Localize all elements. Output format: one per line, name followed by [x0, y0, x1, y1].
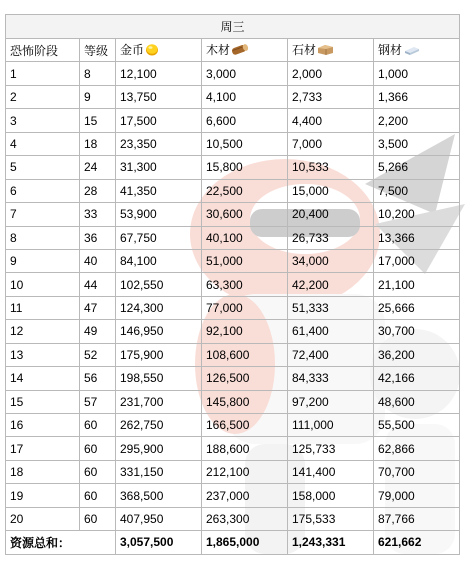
cell-stone: 141,400: [288, 460, 374, 483]
table-row: [6, 132, 460, 155]
cell-wood: 108,600: [202, 343, 288, 366]
table-row: [6, 484, 460, 507]
table-row: [6, 109, 460, 132]
cell-iron: 25,666: [374, 296, 460, 319]
cell-gold: 124,300: [116, 296, 202, 319]
cell-iron: 79,000: [374, 484, 460, 507]
table-row: [6, 62, 460, 85]
table-title: 周三: [6, 15, 460, 39]
cell-gold: 331,150: [116, 460, 202, 483]
cell-level: 28: [80, 179, 116, 202]
cell-stage: 7: [6, 203, 80, 226]
cell-gold: 84,100: [116, 249, 202, 272]
cell-stone: 2,733: [288, 85, 374, 108]
cell-stone: 125,733: [288, 437, 374, 460]
cell-level: 9: [80, 85, 116, 108]
cell-stage: 17: [6, 437, 80, 460]
cell-stone: 97,200: [288, 390, 374, 413]
cell-level: 52: [80, 343, 116, 366]
stone-block-icon: [317, 43, 335, 59]
table-row: [6, 390, 460, 413]
total-stone: 1,243,331: [288, 531, 374, 554]
cell-stone: 20,400: [288, 203, 374, 226]
cell-wood: 63,300: [202, 273, 288, 296]
table-row: [6, 203, 460, 226]
total-iron: 621,662: [374, 531, 460, 554]
cell-level: 47: [80, 296, 116, 319]
cell-stone: 61,400: [288, 320, 374, 343]
cell-iron: 42,166: [374, 367, 460, 390]
cell-stone: 7,000: [288, 132, 374, 155]
wood-log-icon: [231, 43, 249, 59]
cell-level: 44: [80, 273, 116, 296]
cell-wood: 188,600: [202, 437, 288, 460]
table-row: [6, 179, 460, 202]
cell-level: 57: [80, 390, 116, 413]
cell-gold: 17,500: [116, 109, 202, 132]
steel-bar-icon: [403, 43, 421, 59]
table-body: [6, 62, 460, 531]
cell-level: 15: [80, 109, 116, 132]
cell-iron: 21,100: [374, 273, 460, 296]
cell-stone: 42,200: [288, 273, 374, 296]
cell-iron: 13,366: [374, 226, 460, 249]
table-row: [6, 226, 460, 249]
header-gold: 金币: [116, 39, 202, 62]
table-row: [6, 85, 460, 108]
header-stone: 石材: [288, 39, 374, 62]
table-row: [6, 343, 460, 366]
cell-level: 8: [80, 62, 116, 85]
cell-wood: 212,100: [202, 460, 288, 483]
cell-wood: 22,500: [202, 179, 288, 202]
cell-iron: 5,266: [374, 156, 460, 179]
cell-stone: 51,333: [288, 296, 374, 319]
cell-stage: 15: [6, 390, 80, 413]
cell-level: 60: [80, 484, 116, 507]
cell-gold: 407,950: [116, 507, 202, 530]
cell-gold: 102,550: [116, 273, 202, 296]
cell-gold: 295,900: [116, 437, 202, 460]
header-stage: 恐怖阶段: [6, 39, 80, 62]
resource-table-container: [5, 14, 459, 564]
cell-stage: 19: [6, 484, 80, 507]
cell-level: 56: [80, 367, 116, 390]
table-row: [6, 414, 460, 437]
cell-iron: 48,600: [374, 390, 460, 413]
cell-wood: 166,500: [202, 414, 288, 437]
cell-wood: 237,000: [202, 484, 288, 507]
table-row: [6, 296, 460, 319]
cell-level: 60: [80, 437, 116, 460]
cell-stage: 5: [6, 156, 80, 179]
cell-stage: 8: [6, 226, 80, 249]
cell-stone: 158,000: [288, 484, 374, 507]
cell-gold: 198,550: [116, 367, 202, 390]
cell-stage: 6: [6, 179, 80, 202]
cell-level: 36: [80, 226, 116, 249]
cell-wood: 15,800: [202, 156, 288, 179]
cell-iron: 62,866: [374, 437, 460, 460]
cell-iron: 2,200: [374, 109, 460, 132]
table-row: [6, 156, 460, 179]
cell-level: 49: [80, 320, 116, 343]
cell-stage: 2: [6, 85, 80, 108]
cell-wood: 4,100: [202, 85, 288, 108]
resource-cost-table: [5, 14, 460, 555]
table-total-row: [6, 531, 460, 554]
cell-wood: 51,000: [202, 249, 288, 272]
cell-wood: 40,100: [202, 226, 288, 249]
cell-stage: 11: [6, 296, 80, 319]
cell-stage: 1: [6, 62, 80, 85]
cell-iron: 1,366: [374, 85, 460, 108]
cell-gold: 146,950: [116, 320, 202, 343]
cell-gold: 53,900: [116, 203, 202, 226]
cell-stone: 175,533: [288, 507, 374, 530]
cell-level: 60: [80, 507, 116, 530]
cell-level: 24: [80, 156, 116, 179]
cell-wood: 263,300: [202, 507, 288, 530]
cell-iron: 55,500: [374, 414, 460, 437]
cell-wood: 6,600: [202, 109, 288, 132]
cell-iron: 7,500: [374, 179, 460, 202]
cell-stone: 111,000: [288, 414, 374, 437]
cell-gold: 13,750: [116, 85, 202, 108]
table-row: [6, 507, 460, 530]
total-label: 资源总和：: [6, 531, 116, 554]
cell-stage: 13: [6, 343, 80, 366]
cell-stone: 15,000: [288, 179, 374, 202]
cell-stone: 4,400: [288, 109, 374, 132]
cell-wood: 145,800: [202, 390, 288, 413]
cell-level: 60: [80, 414, 116, 437]
cell-gold: 368,500: [116, 484, 202, 507]
table-row: [6, 460, 460, 483]
cell-stage: 9: [6, 249, 80, 272]
total-wood: 1,865,000: [202, 531, 288, 554]
cell-iron: 10,200: [374, 203, 460, 226]
cell-level: 18: [80, 132, 116, 155]
cell-iron: 3,500: [374, 132, 460, 155]
cell-stage: 16: [6, 414, 80, 437]
table-row: [6, 320, 460, 343]
header-iron: 钢材: [374, 39, 460, 62]
header-level: 等级: [80, 39, 116, 62]
cell-stage: 3: [6, 109, 80, 132]
cell-stage: 10: [6, 273, 80, 296]
cell-gold: 67,750: [116, 226, 202, 249]
cell-level: 60: [80, 460, 116, 483]
cell-gold: 41,350: [116, 179, 202, 202]
cell-stone: 2,000: [288, 62, 374, 85]
cell-stage: 20: [6, 507, 80, 530]
cell-iron: 1,000: [374, 62, 460, 85]
cell-gold: 12,100: [116, 62, 202, 85]
gold-coin-icon: [145, 43, 159, 59]
cell-iron: 70,700: [374, 460, 460, 483]
cell-level: 40: [80, 249, 116, 272]
cell-gold: 23,350: [116, 132, 202, 155]
cell-gold: 175,900: [116, 343, 202, 366]
cell-stone: 34,000: [288, 249, 374, 272]
cell-wood: 3,000: [202, 62, 288, 85]
cell-wood: 10,500: [202, 132, 288, 155]
cell-stage: 4: [6, 132, 80, 155]
table-row: [6, 249, 460, 272]
cell-iron: 30,700: [374, 320, 460, 343]
table-row: [6, 367, 460, 390]
cell-wood: 92,100: [202, 320, 288, 343]
cell-wood: 30,600: [202, 203, 288, 226]
cell-gold: 31,300: [116, 156, 202, 179]
cell-gold: 231,700: [116, 390, 202, 413]
cell-stone: 10,533: [288, 156, 374, 179]
table-row: [6, 437, 460, 460]
cell-iron: 36,200: [374, 343, 460, 366]
cell-stone: 84,333: [288, 367, 374, 390]
cell-wood: 126,500: [202, 367, 288, 390]
cell-gold: 262,750: [116, 414, 202, 437]
cell-stage: 12: [6, 320, 80, 343]
cell-stage: 18: [6, 460, 80, 483]
total-gold: 3,057,500: [116, 531, 202, 554]
cell-iron: 87,766: [374, 507, 460, 530]
header-wood: 木材: [202, 39, 288, 62]
cell-iron: 17,000: [374, 249, 460, 272]
cell-stone: 26,733: [288, 226, 374, 249]
table-row: [6, 273, 460, 296]
cell-level: 33: [80, 203, 116, 226]
table-title-row: [6, 15, 460, 39]
table-header-row: [6, 39, 460, 62]
cell-wood: 77,000: [202, 296, 288, 319]
cell-stone: 72,400: [288, 343, 374, 366]
cell-stage: 14: [6, 367, 80, 390]
